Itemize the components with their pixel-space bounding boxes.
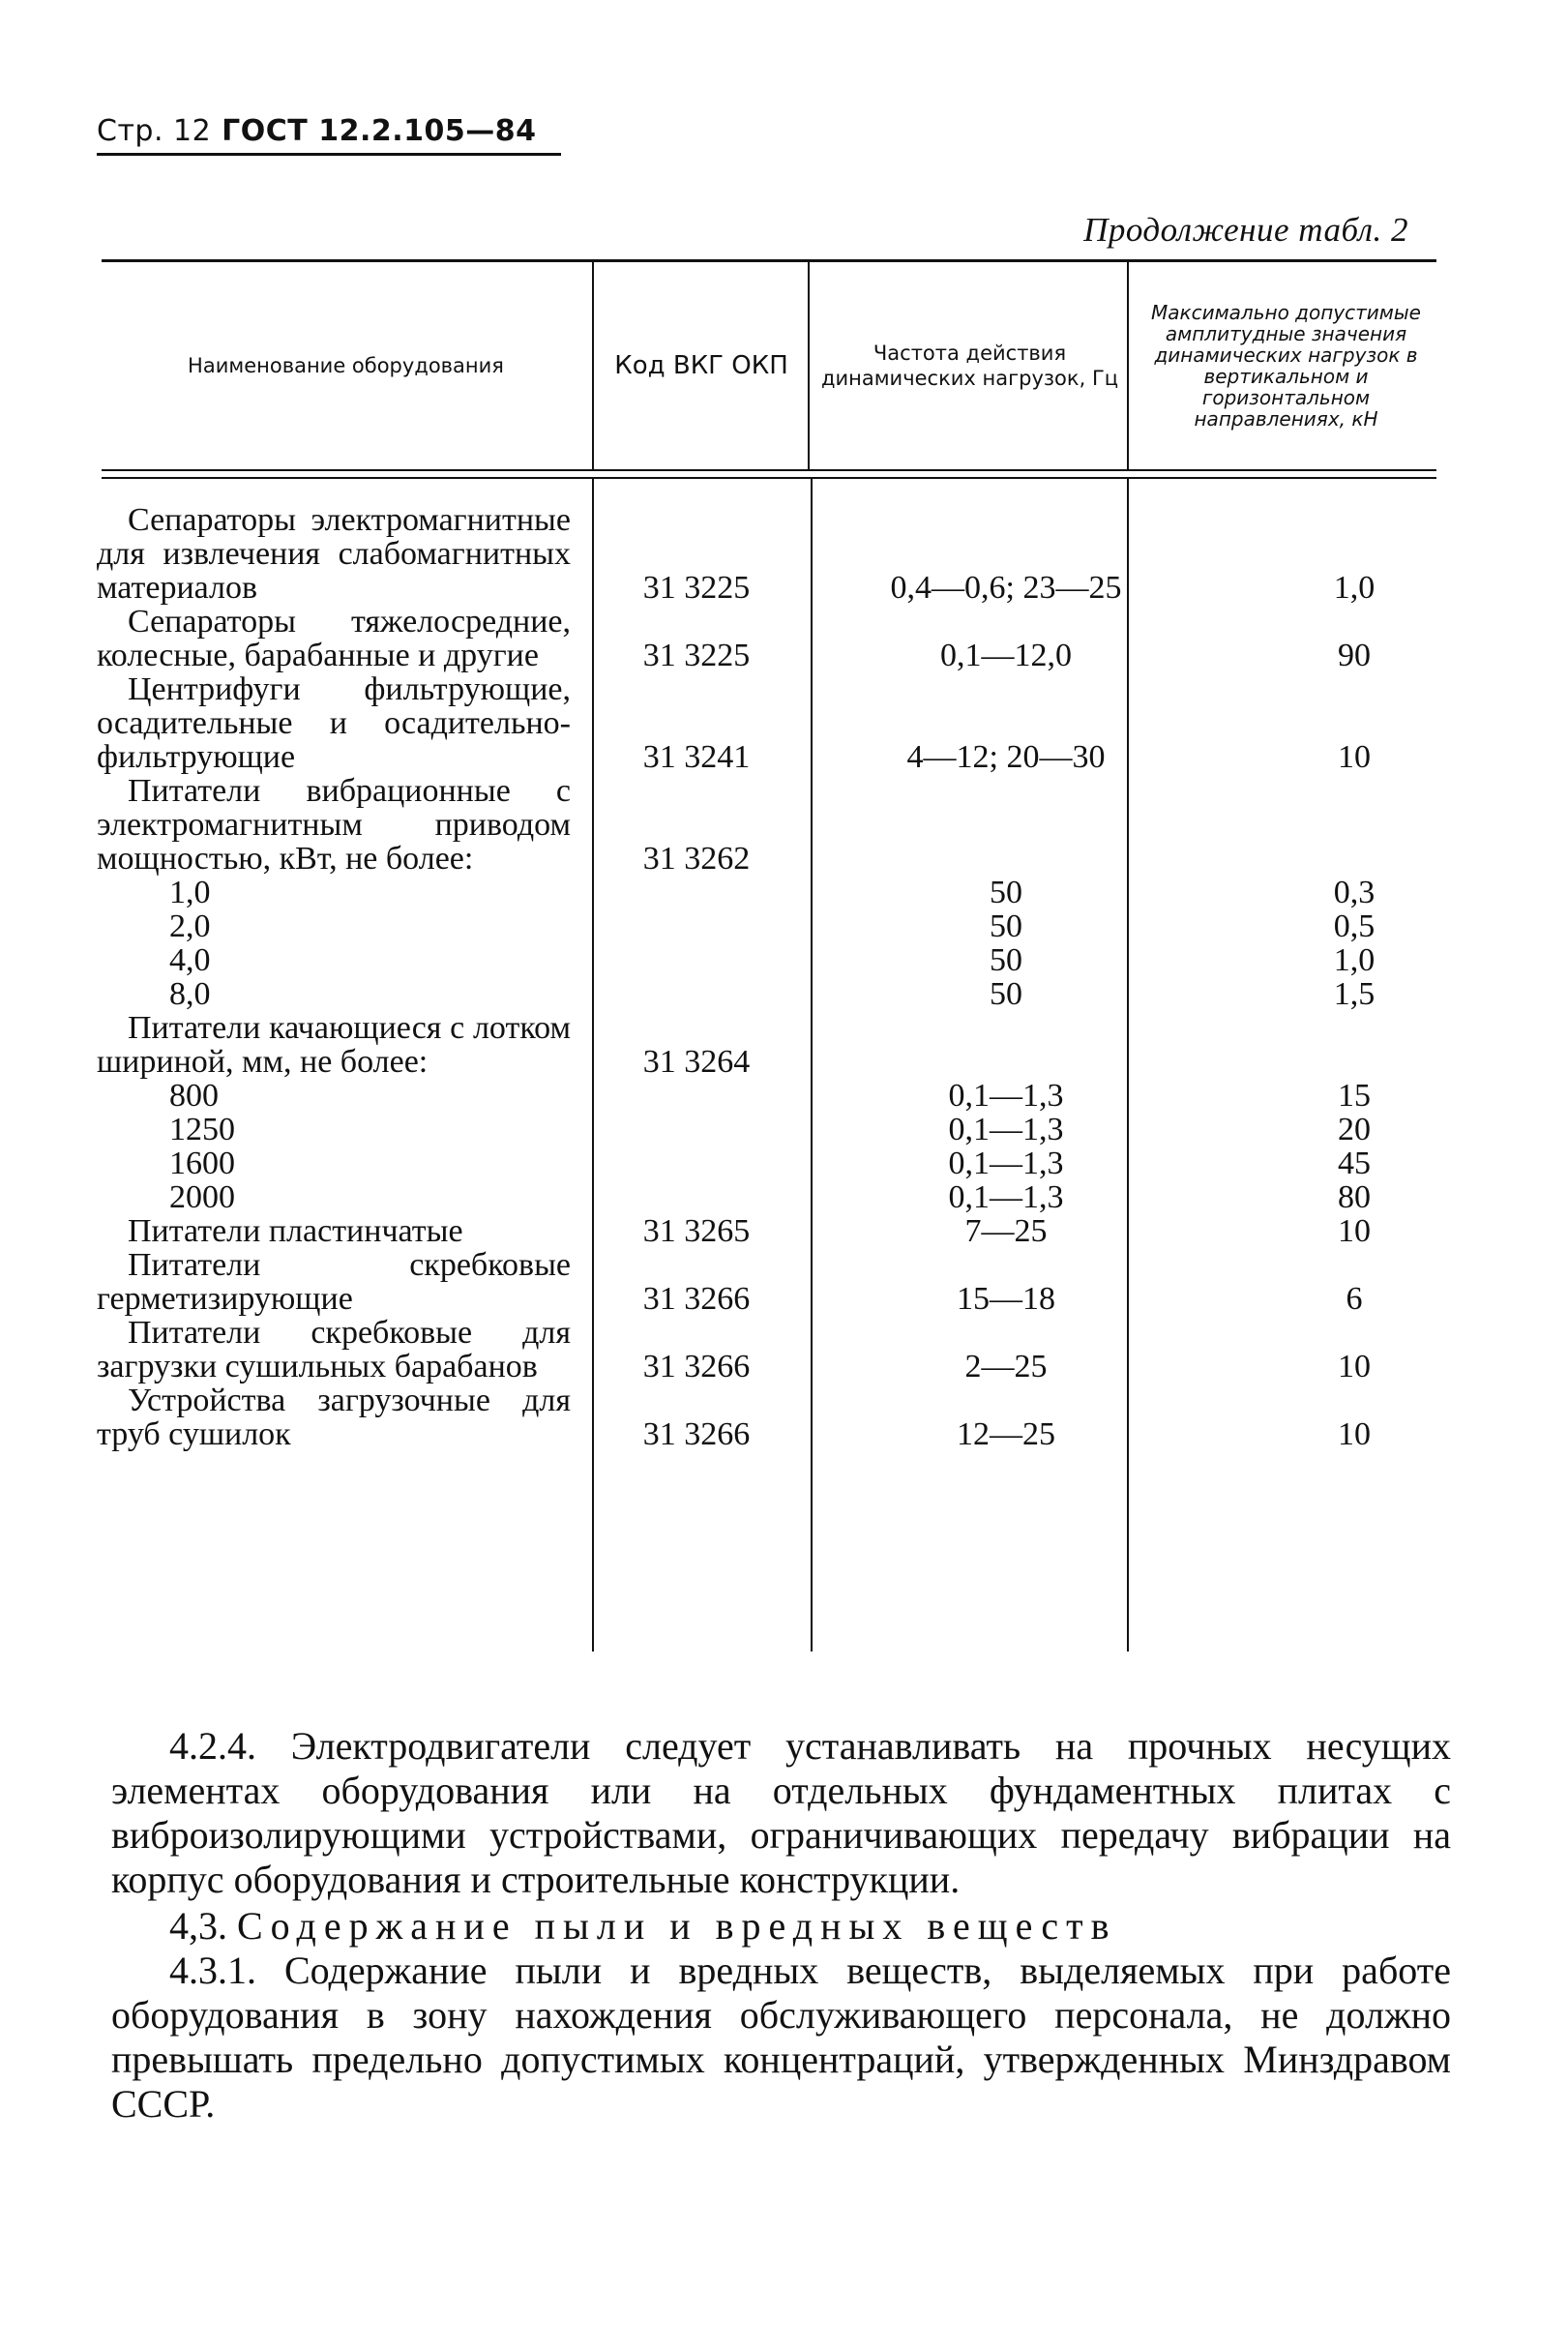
table-row: [97, 1180, 1451, 1214]
page-number: Стр. 12: [97, 114, 212, 148]
frequency: 0,1—12,0: [940, 638, 1072, 673]
okp-code: 31 3225: [642, 638, 751, 673]
table-row: [97, 1248, 1451, 1316]
power-value: 2,0: [169, 908, 211, 944]
amplitude: 1,0: [1333, 942, 1376, 978]
equipment-name: Центрифуги фильтрующие, осадительные и осадительно-фильтрующие: [97, 671, 571, 775]
frequency: 7—25: [964, 1213, 1048, 1249]
frequency: 50: [990, 942, 1022, 978]
okp-code: 31 3265: [642, 1213, 751, 1249]
power-value: 4,0: [169, 942, 211, 978]
frequency: 50: [990, 908, 1022, 944]
okp-code: 31 3264: [642, 1044, 751, 1080]
standard-number: ГОСТ 12.2.105—84: [222, 114, 537, 148]
column-header-amplitude: Максимально допустимые амплитудные значения динамических нагрузок в вертикальном и горизонтальном направлениях, кН: [1151, 301, 1421, 431]
amplitude: 1,5: [1333, 976, 1376, 1012]
table-row: [97, 1011, 1451, 1079]
okp-code: 31 3266: [642, 1416, 751, 1452]
amplitude: 0,5: [1333, 908, 1376, 944]
width-value: 2000: [169, 1179, 235, 1215]
frequency: 0,1—1,3: [948, 1146, 1064, 1181]
power-value: 8,0: [169, 976, 211, 1012]
table-row: [97, 503, 1451, 605]
table-row: [97, 774, 1451, 876]
amplitude: 10: [1338, 1416, 1371, 1452]
okp-code: 31 3241: [642, 739, 751, 775]
amplitude: 10: [1338, 739, 1371, 775]
heading-number: 4,3.: [169, 1904, 227, 1948]
frequency: 4—12; 20—30: [906, 739, 1106, 775]
equipment-name: Сепараторы тяжелосредние, колесные, барабанные и другие: [97, 604, 571, 673]
table-row: [97, 672, 1451, 774]
table-row: [97, 1214, 1451, 1248]
okp-code: 31 3225: [642, 570, 751, 606]
frequency: 50: [990, 976, 1022, 1012]
amplitude: 10: [1338, 1349, 1371, 1384]
table-row: [97, 1316, 1451, 1384]
equipment-name: Питатели пластинчатые: [128, 1213, 463, 1249]
header-rule: [97, 153, 561, 156]
equipment-name: Питатели качающиеся с лотком шириной, мм, не более:: [97, 1010, 571, 1080]
width-value: 800: [169, 1078, 219, 1114]
frequency: 50: [990, 875, 1022, 910]
table-continuation-label: Продолжение табл. 2: [1083, 211, 1408, 249]
frequency: 15—18: [957, 1281, 1055, 1317]
amplitude: 1,0: [1333, 570, 1376, 606]
equipment-name: Питатели скребковые для загрузки сушильных барабанов: [97, 1315, 571, 1384]
amplitude: 80: [1338, 1179, 1371, 1215]
table-header-rule: [102, 469, 1436, 471]
table-row: [97, 876, 1451, 909]
column-header-code: Код ВКГ ОКП: [614, 351, 788, 380]
table-row: [97, 1079, 1451, 1113]
amplitude: 90: [1338, 638, 1371, 673]
table-vline: [592, 261, 594, 469]
power-value: 1,0: [169, 875, 211, 910]
equipment-name: Питатели вибрационные с электромагнитным приводом мощностью, кВт, не более:: [97, 773, 571, 877]
okp-code: 31 3266: [642, 1349, 751, 1384]
frequency: 0,1—1,3: [948, 1078, 1064, 1114]
equipment-name: Сепараторы электромагнитные для извлечения слабомагнитных материалов: [97, 502, 571, 606]
section-heading-4-3: [111, 1904, 1451, 1949]
frequency: 0,4—0,6; 23—25: [890, 570, 1122, 606]
table-row: [97, 1113, 1451, 1146]
amplitude: 6: [1346, 1281, 1363, 1317]
table-body: [97, 503, 1451, 1451]
table-row: [97, 1146, 1451, 1180]
amplitude: 10: [1338, 1213, 1371, 1249]
paragraph-4-2-4: 4.2.4. Электродвигатели следует устанавливать на прочных несущих элементах оборудования или на отдельных фундаментных плитах с виброизолирующими устройствами, ограничивающих передачу вибрации на корпус оборудования и строительные конструкции.: [111, 1724, 1451, 1901]
table-row: [97, 977, 1451, 1011]
table-row: [97, 909, 1451, 943]
paragraph-4-3-1: 4.3.1. Содержание пыли и вредных веществ, выделяемых при работе оборудования в зону нахождения обслуживающего персонала, не должно превышать предельно допустимых концентраций, утвержденных Минздравом СССР.: [111, 1949, 1451, 2126]
heading-title: Содержание пыли и вредных веществ: [237, 1904, 1117, 1948]
okp-code: 31 3266: [642, 1281, 751, 1317]
okp-code: 31 3262: [642, 841, 751, 877]
amplitude: 20: [1338, 1112, 1371, 1147]
frequency: 0,1—1,3: [948, 1112, 1064, 1147]
section-text: [111, 1724, 1451, 2127]
width-value: 1250: [169, 1112, 235, 1147]
table-vline: [1127, 261, 1129, 469]
table-row: [97, 943, 1451, 977]
column-header-name: Наименование оборудования: [188, 354, 504, 377]
table-row: [97, 605, 1451, 672]
frequency: 0,1—1,3: [948, 1179, 1064, 1215]
column-header-frequency: Частота действия динамических нагрузок, Гц: [820, 342, 1119, 390]
equipment-name: Питатели скребковые герметизирующие: [97, 1247, 571, 1317]
amplitude: 0,3: [1333, 875, 1376, 910]
amplitude: 15: [1338, 1078, 1371, 1114]
equipment-name: Устройства загрузочные для труб сушилок: [97, 1383, 571, 1452]
width-value: 1600: [169, 1146, 235, 1181]
amplitude: 45: [1338, 1146, 1371, 1181]
frequency: 2—25: [964, 1349, 1048, 1384]
running-head: [97, 114, 537, 148]
table-header-rule-2: [102, 477, 1436, 479]
table-top-rule: [102, 259, 1436, 262]
table-vline: [808, 261, 810, 469]
frequency: 12—25: [957, 1416, 1055, 1452]
table-row: [97, 1384, 1451, 1451]
